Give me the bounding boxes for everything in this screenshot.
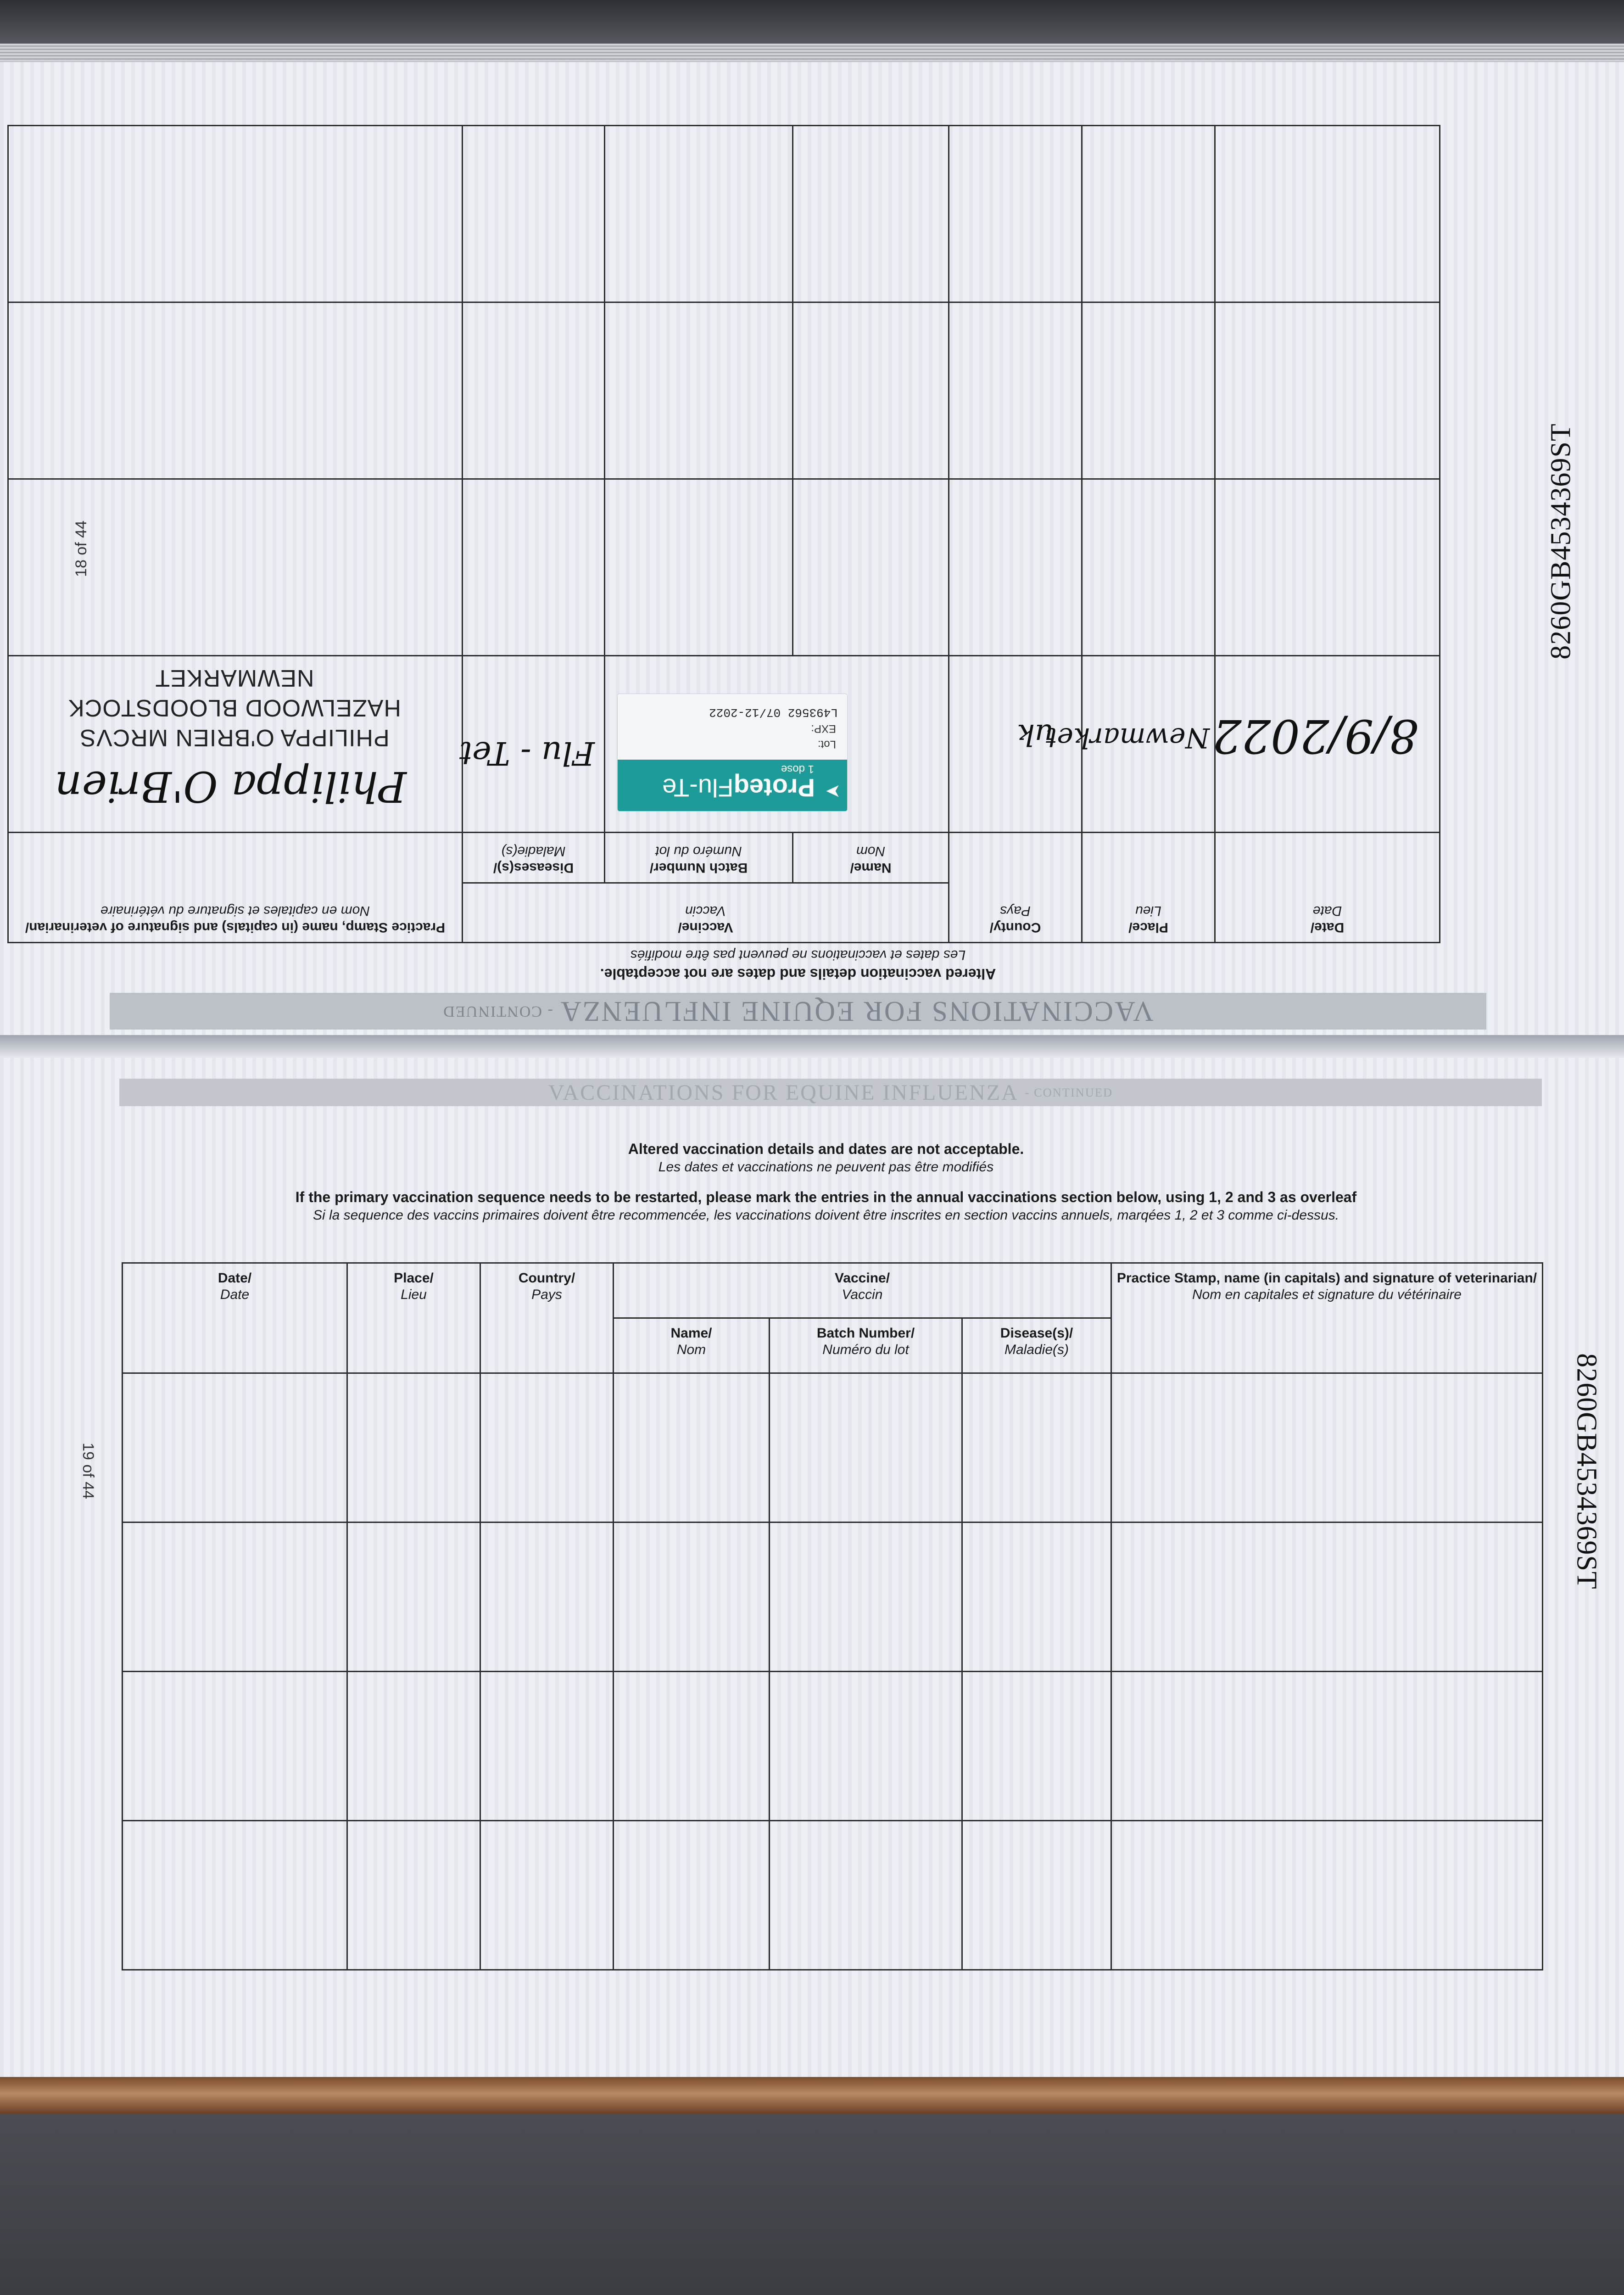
sticker-lot-exp: L493562 07/12-2022 (709, 705, 838, 719)
page-stack-edge (0, 44, 1624, 62)
page-18-title-suffix: - CONTINUED (442, 1003, 553, 1020)
page-19-number: 19 of 44 (79, 1443, 97, 1499)
header-diseases: Diseases(s)/ Maladie(s) (463, 833, 605, 883)
table-row (123, 1523, 1543, 1672)
cell-practice-stamp (8, 656, 463, 833)
page-19-title-suffix: - CONTINUED (1025, 1085, 1113, 1099)
page-18-rotated-content (0, 62, 1624, 1035)
handwritten-signature: Philippa O'Brien (55, 762, 407, 811)
page-19-notice-1-fr: Les dates et vaccinations ne peuvent pas être modifiés (658, 1159, 994, 1175)
cell-vaccine-sticker (605, 656, 949, 833)
header-place: Place/ Lieu (1082, 833, 1215, 943)
page-18-notice (110, 947, 1486, 982)
page-18-notice-fr: Les dates et vaccinations ne peuvent pas être modifiés (630, 947, 966, 963)
sticker-brand: ProteqFlu-Te (662, 773, 815, 802)
page-19-vaccination-table (122, 1262, 1543, 1970)
page-18-passport-number: 8260GB4534369ST (1545, 423, 1577, 660)
stamp-line-3: NEWMARKET (155, 665, 314, 691)
vaccine-batch-sticker (618, 694, 847, 811)
handwritten-country: uk (1017, 717, 1054, 751)
header-batch-number: Batch Number/ Numéro du lot (770, 1318, 962, 1373)
sticker-arrow-icon: ➤ (825, 781, 841, 801)
cell-diseases (459, 656, 605, 833)
page-19-notice-1 (138, 1141, 1514, 1175)
page-19 (0, 1035, 1624, 2077)
page-18-section-title (110, 993, 1486, 1030)
page-19-notice-1-en: Altered vaccination details and dates are not acceptable. (628, 1141, 1024, 1157)
table-row (8, 479, 1440, 656)
sticker-dose: 1 dose (781, 763, 814, 775)
header-vaccine-name: Name/ Nom (793, 833, 949, 883)
table-row (123, 1821, 1543, 1970)
sticker-exp-label: EXP: (811, 722, 836, 735)
header-vaccine: Vaccine/ Vaccin (614, 1263, 1111, 1318)
header-country: County/ Pays (949, 833, 1082, 943)
page-19-notice-2-fr: Si la sequence des vaccins primaires doivent être recommencée, les vaccinations doivent être inscrites en section vaccins annuels, marqées 1, 2 et 3 comme ci-dessus. (313, 1208, 1339, 1223)
stamp-line-1: PHILIPPA O'BRIEN MRCVS (79, 724, 390, 751)
header-vaccine: Vaccine/ Vaccin (463, 883, 949, 943)
header-vaccine-name: Name/ Nom (614, 1318, 770, 1373)
cell-place (1046, 656, 1215, 833)
header-country: Country/ Pays (480, 1263, 614, 1373)
page-19-passport-number: 8260GB4534369ST (1571, 1353, 1602, 1590)
stamp-line-2: HAZELWOOD BLOODSTOCK (68, 694, 401, 721)
page-18-notice-en: Altered vaccination details and dates are not acceptable. (600, 966, 996, 982)
header-practice-stamp: Practice Stamp, name (in capitals) and signature of veterinarian/ Nom en capitales et signature du vétérinaire (1111, 1263, 1543, 1373)
scanner-background-top (0, 0, 1624, 44)
table-row (8, 302, 1440, 479)
handwritten-place: Newmarket (1046, 722, 1210, 754)
header-batch-number: Batch Number/ Numéro du lot (605, 833, 793, 883)
book-cover-edge (0, 2077, 1624, 2114)
table-row (123, 1672, 1543, 1821)
handwritten-disease: Flu - Tet (459, 734, 595, 772)
scanner-background-bottom (0, 2114, 1624, 2295)
sticker-brand-band (618, 760, 847, 811)
page-19-section-title (119, 1079, 1542, 1106)
header-practice-stamp: Practice Stamp, name (in capitals) and signature of veterinarian/ Nom en capitales et signature du vétérinaire (8, 833, 463, 943)
page-18 (0, 62, 1624, 1035)
header-date: Date/ Date (1215, 833, 1440, 943)
table-row (8, 656, 1440, 833)
book-spine-crease (0, 1035, 1624, 1058)
cell-date (1212, 656, 1440, 833)
page-19-notice-2 (138, 1189, 1514, 1223)
header-date: Date/ Date (123, 1263, 347, 1373)
header-place: Place/ Lieu (347, 1263, 480, 1373)
cell-country (949, 656, 1082, 833)
header-diseases: Disease(s)/ Maladie(s) (962, 1318, 1111, 1373)
table-row (8, 126, 1440, 302)
handwritten-date: 8/9/2022 (1212, 709, 1418, 763)
page-19-title-text: VACCINATIONS FOR EQUINE INFLUENZA (548, 1080, 1019, 1105)
sticker-lot-label: Lot: (817, 738, 836, 750)
page-18-vaccination-table (7, 125, 1440, 943)
page-18-title-text: VACCINATIONS FOR EQUINE INFLUENZA (559, 996, 1154, 1027)
table-row (123, 1373, 1543, 1523)
page-19-notice-2-en: If the primary vaccination sequence needs to be restarted, please mark the entries in the annual vaccinations section below, using 1, 2 and 3 as overleaf (295, 1189, 1357, 1205)
page-18-number: 18 of 44 (73, 521, 90, 577)
